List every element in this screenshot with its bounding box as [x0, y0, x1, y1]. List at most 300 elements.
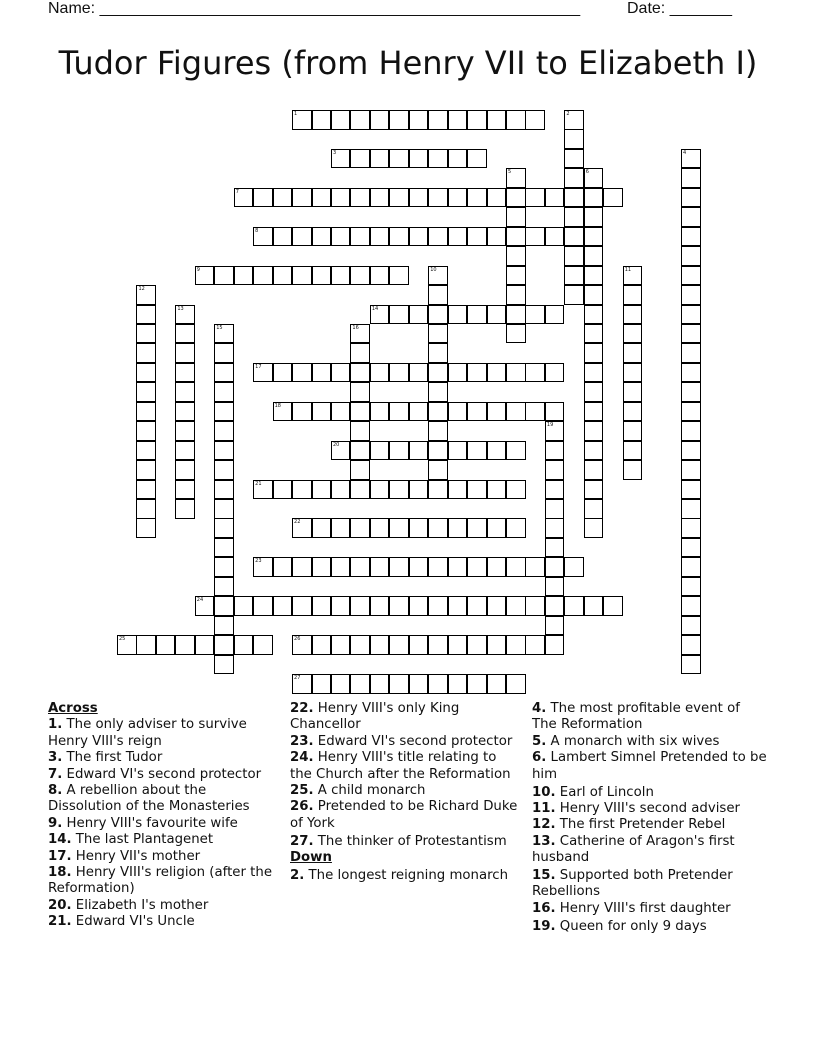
grid-cell[interactable]	[136, 441, 156, 461]
grid-cell[interactable]	[545, 227, 565, 247]
grid-cell[interactable]	[584, 596, 604, 616]
grid-cell[interactable]	[448, 635, 468, 655]
grid-cell[interactable]	[487, 557, 507, 577]
grid-cell[interactable]	[545, 188, 565, 208]
grid-cell[interactable]	[564, 188, 584, 208]
grid-cell[interactable]	[467, 363, 487, 383]
grid-cell[interactable]	[350, 382, 370, 402]
grid-cell[interactable]	[389, 596, 409, 616]
grid-cell[interactable]	[312, 227, 332, 247]
grid-cell[interactable]	[136, 363, 156, 383]
grid-cell[interactable]	[312, 402, 332, 422]
grid-cell[interactable]	[350, 441, 370, 461]
grid-cell[interactable]	[312, 480, 332, 500]
grid-cell[interactable]	[506, 635, 526, 655]
grid-cell[interactable]	[350, 557, 370, 577]
grid-cell[interactable]	[312, 518, 332, 538]
grid-cell[interactable]	[564, 227, 584, 247]
grid-cell[interactable]	[350, 188, 370, 208]
grid-cell[interactable]	[175, 421, 195, 441]
grid-cell[interactable]	[506, 674, 526, 694]
grid-cell[interactable]	[681, 460, 701, 480]
grid-cell[interactable]	[545, 305, 565, 325]
grid-cell[interactable]	[681, 168, 701, 188]
grid-cell[interactable]	[545, 460, 565, 480]
grid-cell[interactable]	[681, 557, 701, 577]
grid-cell[interactable]	[448, 480, 468, 500]
grid-cell[interactable]	[370, 674, 390, 694]
grid-cell[interactable]	[681, 518, 701, 538]
grid-cell[interactable]	[370, 402, 390, 422]
grid-cell[interactable]	[545, 596, 565, 616]
grid-cell[interactable]	[448, 402, 468, 422]
grid-cell[interactable]	[175, 460, 195, 480]
grid-cell[interactable]	[214, 343, 234, 363]
date-field[interactable]: Date: _______	[627, 0, 732, 17]
grid-cell[interactable]	[214, 518, 234, 538]
grid-cell[interactable]	[525, 557, 545, 577]
grid-cell[interactable]	[350, 363, 370, 383]
grid-cell[interactable]	[584, 168, 604, 188]
grid-cell[interactable]	[292, 266, 312, 286]
grid-cell[interactable]	[350, 324, 370, 344]
grid-cell[interactable]	[681, 441, 701, 461]
grid-cell[interactable]	[681, 305, 701, 325]
grid-cell[interactable]	[136, 343, 156, 363]
grid-cell[interactable]	[564, 149, 584, 169]
grid-cell[interactable]	[253, 363, 273, 383]
grid-cell[interactable]	[467, 227, 487, 247]
grid-cell[interactable]	[681, 363, 701, 383]
grid-cell[interactable]	[623, 305, 643, 325]
grid-cell[interactable]	[273, 227, 293, 247]
grid-cell[interactable]	[681, 596, 701, 616]
grid-cell[interactable]	[214, 460, 234, 480]
grid-cell[interactable]	[175, 382, 195, 402]
grid-cell[interactable]	[350, 149, 370, 169]
grid-cell[interactable]	[214, 596, 234, 616]
grid-cell[interactable]	[273, 402, 293, 422]
grid-cell[interactable]	[253, 480, 273, 500]
grid-cell[interactable]	[389, 110, 409, 130]
grid-cell[interactable]	[312, 635, 332, 655]
grid-cell[interactable]	[175, 363, 195, 383]
grid-cell[interactable]	[428, 382, 448, 402]
grid-cell[interactable]	[428, 188, 448, 208]
grid-cell[interactable]	[564, 207, 584, 227]
grid-cell[interactable]	[681, 227, 701, 247]
grid-cell[interactable]	[506, 188, 526, 208]
grid-cell[interactable]	[525, 402, 545, 422]
grid-cell[interactable]	[331, 635, 351, 655]
grid-cell[interactable]	[467, 188, 487, 208]
grid-cell[interactable]	[331, 110, 351, 130]
grid-cell[interactable]	[623, 460, 643, 480]
grid-cell[interactable]	[623, 363, 643, 383]
grid-cell[interactable]	[214, 655, 234, 675]
grid-cell[interactable]	[564, 596, 584, 616]
grid-cell[interactable]	[253, 266, 273, 286]
grid-cell[interactable]	[545, 480, 565, 500]
grid-cell[interactable]	[214, 538, 234, 558]
grid-cell[interactable]	[506, 168, 526, 188]
grid-cell[interactable]	[409, 480, 429, 500]
grid-cell[interactable]	[525, 227, 545, 247]
grid-cell[interactable]	[681, 324, 701, 344]
grid-cell[interactable]	[448, 674, 468, 694]
grid-cell[interactable]	[136, 285, 156, 305]
grid-cell[interactable]	[273, 480, 293, 500]
grid-cell[interactable]	[409, 110, 429, 130]
grid-cell[interactable]	[681, 382, 701, 402]
grid-cell[interactable]	[584, 460, 604, 480]
grid-cell[interactable]	[409, 674, 429, 694]
grid-cell[interactable]	[370, 266, 390, 286]
grid-cell[interactable]	[253, 227, 273, 247]
grid-cell[interactable]	[428, 343, 448, 363]
grid-cell[interactable]	[136, 382, 156, 402]
grid-cell[interactable]	[312, 596, 332, 616]
grid-cell[interactable]	[214, 557, 234, 577]
grid-cell[interactable]	[389, 674, 409, 694]
grid-cell[interactable]	[623, 266, 643, 286]
grid-cell[interactable]	[370, 149, 390, 169]
grid-cell[interactable]	[564, 129, 584, 149]
grid-cell[interactable]	[175, 402, 195, 422]
grid-cell[interactable]	[681, 421, 701, 441]
grid-cell[interactable]	[506, 285, 526, 305]
grid-cell[interactable]	[214, 382, 234, 402]
grid-cell[interactable]	[467, 305, 487, 325]
grid-cell[interactable]	[623, 421, 643, 441]
grid-cell[interactable]	[214, 480, 234, 500]
grid-cell[interactable]	[487, 441, 507, 461]
grid-cell[interactable]	[175, 305, 195, 325]
grid-cell[interactable]	[487, 188, 507, 208]
grid-cell[interactable]	[370, 188, 390, 208]
grid-cell[interactable]	[584, 499, 604, 519]
grid-cell[interactable]	[292, 363, 312, 383]
grid-cell[interactable]	[331, 441, 351, 461]
grid-cell[interactable]	[136, 305, 156, 325]
grid-cell[interactable]	[564, 285, 584, 305]
grid-cell[interactable]	[681, 538, 701, 558]
grid-cell[interactable]	[428, 674, 448, 694]
grid-cell[interactable]	[350, 635, 370, 655]
grid-cell[interactable]	[448, 149, 468, 169]
grid-cell[interactable]	[156, 635, 176, 655]
grid-cell[interactable]	[428, 324, 448, 344]
grid-cell[interactable]	[467, 596, 487, 616]
grid-cell[interactable]	[312, 266, 332, 286]
grid-cell[interactable]	[681, 266, 701, 286]
grid-cell[interactable]	[331, 480, 351, 500]
grid-cell[interactable]	[428, 285, 448, 305]
grid-cell[interactable]	[487, 363, 507, 383]
grid-cell[interactable]	[448, 441, 468, 461]
grid-cell[interactable]	[389, 266, 409, 286]
grid-cell[interactable]	[350, 596, 370, 616]
grid-cell[interactable]	[448, 188, 468, 208]
grid-cell[interactable]	[545, 577, 565, 597]
grid-cell[interactable]	[136, 480, 156, 500]
grid-cell[interactable]	[467, 402, 487, 422]
grid-cell[interactable]	[428, 266, 448, 286]
grid-cell[interactable]	[467, 149, 487, 169]
grid-cell[interactable]	[234, 188, 254, 208]
grid-cell[interactable]	[506, 557, 526, 577]
grid-cell[interactable]	[136, 402, 156, 422]
grid-cell[interactable]	[331, 149, 351, 169]
grid-cell[interactable]	[214, 363, 234, 383]
grid-cell[interactable]	[603, 188, 623, 208]
grid-cell[interactable]	[584, 402, 604, 422]
grid-cell[interactable]	[409, 402, 429, 422]
grid-cell[interactable]	[623, 402, 643, 422]
grid-cell[interactable]	[350, 266, 370, 286]
grid-cell[interactable]	[487, 480, 507, 500]
grid-cell[interactable]	[603, 596, 623, 616]
grid-cell[interactable]	[448, 557, 468, 577]
grid-cell[interactable]	[487, 402, 507, 422]
grid-cell[interactable]	[350, 227, 370, 247]
grid-cell[interactable]	[545, 557, 565, 577]
grid-cell[interactable]	[331, 227, 351, 247]
grid-cell[interactable]	[681, 188, 701, 208]
grid-cell[interactable]	[584, 343, 604, 363]
grid-cell[interactable]	[584, 518, 604, 538]
grid-cell[interactable]	[428, 557, 448, 577]
grid-cell[interactable]	[175, 441, 195, 461]
grid-cell[interactable]	[331, 188, 351, 208]
grid-cell[interactable]	[681, 616, 701, 636]
grid-cell[interactable]	[467, 110, 487, 130]
grid-cell[interactable]	[214, 402, 234, 422]
grid-cell[interactable]	[312, 557, 332, 577]
grid-cell[interactable]	[467, 480, 487, 500]
grid-cell[interactable]	[428, 421, 448, 441]
grid-cell[interactable]	[545, 635, 565, 655]
grid-cell[interactable]	[214, 499, 234, 519]
grid-cell[interactable]	[409, 441, 429, 461]
grid-cell[interactable]	[506, 402, 526, 422]
grid-cell[interactable]	[681, 402, 701, 422]
grid-cell[interactable]	[195, 635, 215, 655]
grid-cell[interactable]	[350, 110, 370, 130]
grid-cell[interactable]	[584, 285, 604, 305]
grid-cell[interactable]	[253, 188, 273, 208]
grid-cell[interactable]	[350, 480, 370, 500]
grid-cell[interactable]	[487, 674, 507, 694]
grid-cell[interactable]	[564, 110, 584, 130]
grid-cell[interactable]	[428, 110, 448, 130]
grid-cell[interactable]	[623, 285, 643, 305]
grid-cell[interactable]	[467, 441, 487, 461]
grid-cell[interactable]	[525, 635, 545, 655]
grid-cell[interactable]	[681, 499, 701, 519]
grid-cell[interactable]	[273, 188, 293, 208]
grid-cell[interactable]	[370, 305, 390, 325]
grid-cell[interactable]	[584, 382, 604, 402]
grid-cell[interactable]	[564, 168, 584, 188]
grid-cell[interactable]	[681, 246, 701, 266]
grid-cell[interactable]	[389, 149, 409, 169]
grid-cell[interactable]	[214, 441, 234, 461]
grid-cell[interactable]	[292, 557, 312, 577]
grid-cell[interactable]	[487, 596, 507, 616]
grid-cell[interactable]	[331, 557, 351, 577]
grid-cell[interactable]	[545, 363, 565, 383]
grid-cell[interactable]	[136, 499, 156, 519]
grid-cell[interactable]	[350, 343, 370, 363]
grid-cell[interactable]	[525, 305, 545, 325]
grid-cell[interactable]	[623, 324, 643, 344]
grid-cell[interactable]	[389, 441, 409, 461]
grid-cell[interactable]	[525, 188, 545, 208]
grid-cell[interactable]	[681, 480, 701, 500]
grid-cell[interactable]	[273, 266, 293, 286]
grid-cell[interactable]	[409, 149, 429, 169]
grid-cell[interactable]	[584, 421, 604, 441]
grid-cell[interactable]	[389, 480, 409, 500]
grid-cell[interactable]	[409, 518, 429, 538]
grid-cell[interactable]	[234, 266, 254, 286]
grid-cell[interactable]	[428, 480, 448, 500]
grid-cell[interactable]	[448, 596, 468, 616]
grid-cell[interactable]	[428, 149, 448, 169]
grid-cell[interactable]	[584, 324, 604, 344]
grid-cell[interactable]	[487, 305, 507, 325]
grid-cell[interactable]	[175, 324, 195, 344]
grid-cell[interactable]	[506, 110, 526, 130]
grid-cell[interactable]	[623, 441, 643, 461]
grid-cell[interactable]	[312, 188, 332, 208]
grid-cell[interactable]	[506, 305, 526, 325]
grid-cell[interactable]	[292, 518, 312, 538]
grid-cell[interactable]	[564, 557, 584, 577]
grid-cell[interactable]	[506, 518, 526, 538]
grid-cell[interactable]	[117, 635, 137, 655]
grid-cell[interactable]	[545, 616, 565, 636]
grid-cell[interactable]	[350, 674, 370, 694]
grid-cell[interactable]	[370, 518, 390, 538]
grid-cell[interactable]	[487, 635, 507, 655]
grid-cell[interactable]	[370, 227, 390, 247]
grid-cell[interactable]	[312, 674, 332, 694]
grid-cell[interactable]	[545, 538, 565, 558]
grid-cell[interactable]	[448, 518, 468, 538]
grid-cell[interactable]	[292, 227, 312, 247]
grid-cell[interactable]	[234, 596, 254, 616]
grid-cell[interactable]	[681, 207, 701, 227]
grid-cell[interactable]	[584, 266, 604, 286]
grid-cell[interactable]	[681, 285, 701, 305]
grid-cell[interactable]	[312, 363, 332, 383]
grid-cell[interactable]	[312, 110, 332, 130]
grid-cell[interactable]	[175, 480, 195, 500]
grid-cell[interactable]	[506, 227, 526, 247]
grid-cell[interactable]	[389, 635, 409, 655]
grid-cell[interactable]	[545, 441, 565, 461]
grid-cell[interactable]	[389, 557, 409, 577]
grid-cell[interactable]	[292, 188, 312, 208]
grid-cell[interactable]	[564, 246, 584, 266]
grid-cell[interactable]	[545, 421, 565, 441]
grid-cell[interactable]	[525, 110, 545, 130]
grid-cell[interactable]	[234, 635, 254, 655]
grid-cell[interactable]	[506, 480, 526, 500]
grid-cell[interactable]	[467, 557, 487, 577]
grid-cell[interactable]	[350, 518, 370, 538]
grid-cell[interactable]	[253, 635, 273, 655]
grid-cell[interactable]	[506, 441, 526, 461]
grid-cell[interactable]	[681, 577, 701, 597]
grid-cell[interactable]	[428, 596, 448, 616]
grid-cell[interactable]	[273, 596, 293, 616]
grid-cell[interactable]	[409, 557, 429, 577]
grid-cell[interactable]	[428, 441, 448, 461]
grid-cell[interactable]	[584, 305, 604, 325]
grid-cell[interactable]	[428, 227, 448, 247]
grid-cell[interactable]	[389, 402, 409, 422]
grid-cell[interactable]	[564, 266, 584, 286]
grid-cell[interactable]	[370, 363, 390, 383]
grid-cell[interactable]	[350, 402, 370, 422]
grid-cell[interactable]	[506, 363, 526, 383]
grid-cell[interactable]	[623, 382, 643, 402]
grid-cell[interactable]	[292, 674, 312, 694]
grid-cell[interactable]	[525, 363, 545, 383]
grid-cell[interactable]	[253, 596, 273, 616]
grid-cell[interactable]	[292, 480, 312, 500]
grid-cell[interactable]	[584, 246, 604, 266]
grid-cell[interactable]	[409, 188, 429, 208]
grid-cell[interactable]	[448, 305, 468, 325]
grid-cell[interactable]	[448, 110, 468, 130]
grid-cell[interactable]	[506, 266, 526, 286]
grid-cell[interactable]	[136, 421, 156, 441]
grid-cell[interactable]	[273, 557, 293, 577]
grid-cell[interactable]	[214, 577, 234, 597]
grid-cell[interactable]	[409, 596, 429, 616]
grid-cell[interactable]	[409, 635, 429, 655]
grid-cell[interactable]	[681, 149, 701, 169]
grid-cell[interactable]	[506, 246, 526, 266]
grid-cell[interactable]	[389, 518, 409, 538]
grid-cell[interactable]	[136, 324, 156, 344]
grid-cell[interactable]	[428, 402, 448, 422]
grid-cell[interactable]	[292, 635, 312, 655]
grid-cell[interactable]	[467, 635, 487, 655]
grid-cell[interactable]	[448, 363, 468, 383]
grid-cell[interactable]	[409, 305, 429, 325]
grid-cell[interactable]	[331, 266, 351, 286]
grid-cell[interactable]	[584, 207, 604, 227]
grid-cell[interactable]	[545, 499, 565, 519]
grid-cell[interactable]	[136, 460, 156, 480]
grid-cell[interactable]	[136, 635, 156, 655]
grid-cell[interactable]	[448, 227, 468, 247]
grid-cell[interactable]	[292, 596, 312, 616]
grid-cell[interactable]	[525, 596, 545, 616]
grid-cell[interactable]	[545, 402, 565, 422]
grid-cell[interactable]	[136, 518, 156, 538]
grid-cell[interactable]	[681, 635, 701, 655]
grid-cell[interactable]	[428, 518, 448, 538]
grid-cell[interactable]	[506, 596, 526, 616]
grid-cell[interactable]	[681, 655, 701, 675]
grid-cell[interactable]	[428, 460, 448, 480]
